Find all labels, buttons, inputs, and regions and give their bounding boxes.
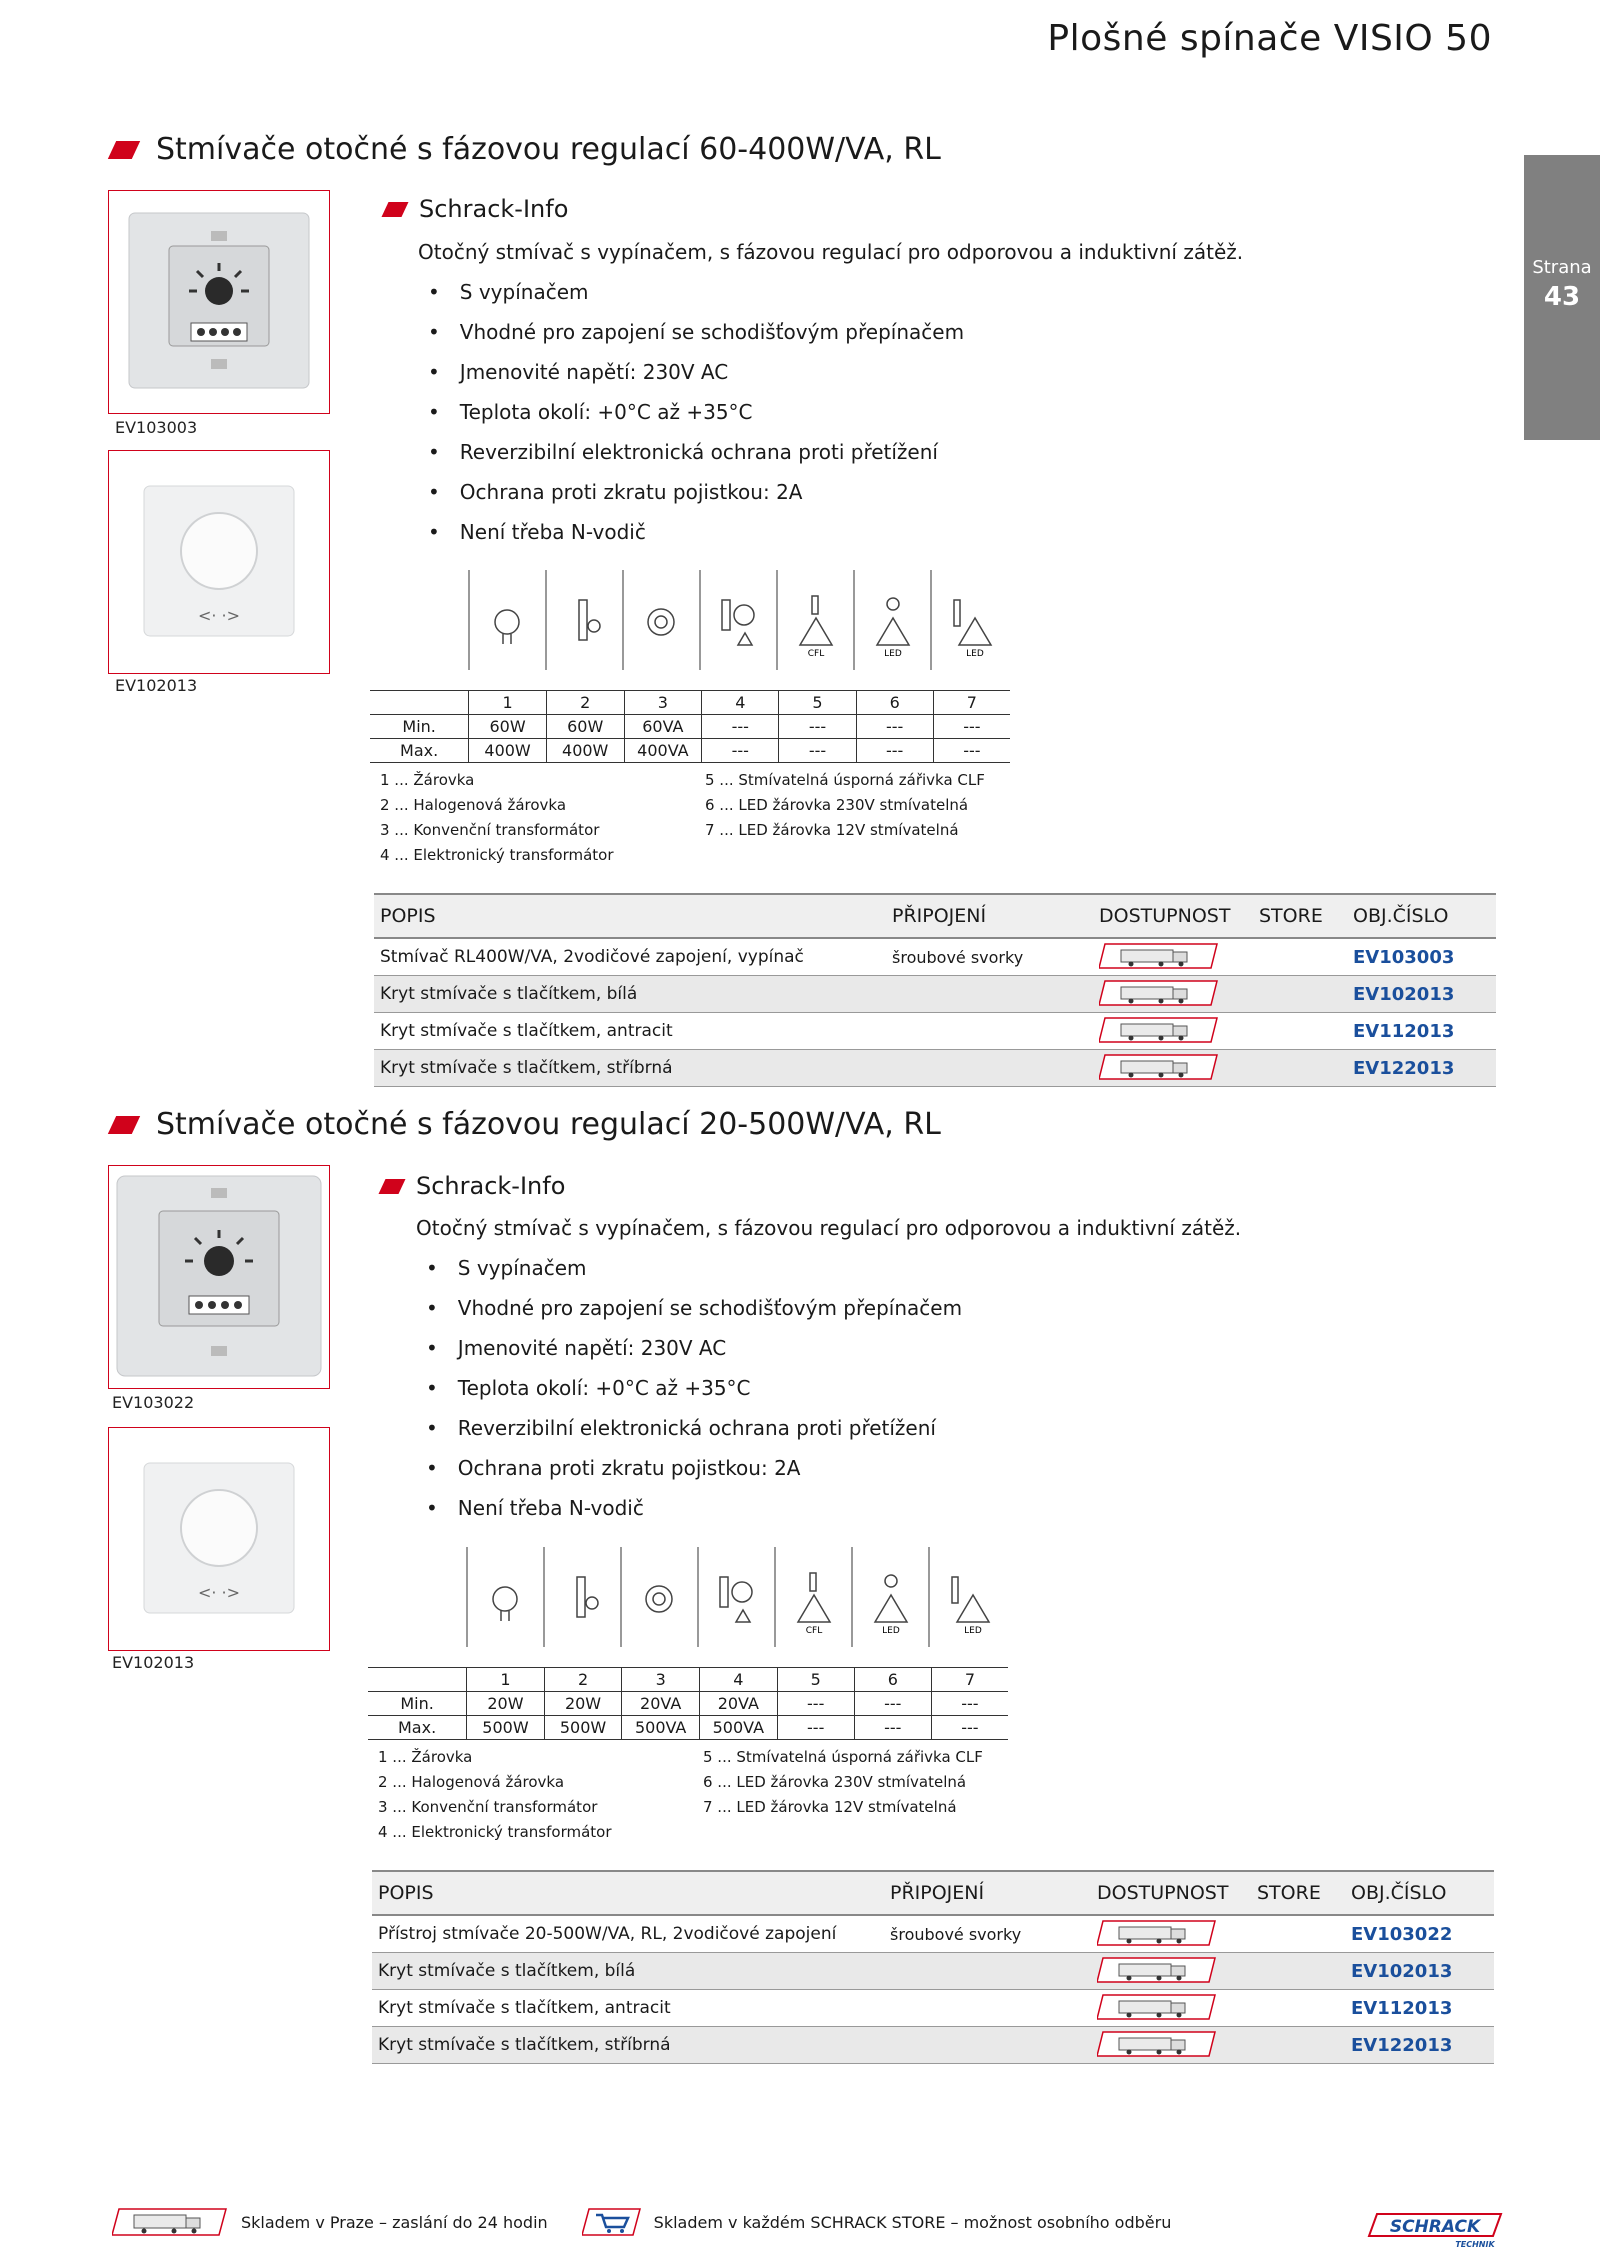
availability-truck-icon bbox=[1091, 2027, 1251, 2064]
spec-value: 400W bbox=[546, 739, 624, 763]
product-code: EV103003 bbox=[115, 418, 198, 437]
spec-value: 60W bbox=[546, 715, 624, 739]
availability-truck-icon bbox=[1093, 1050, 1253, 1087]
popis-cell: Stmívač RL400W/VA, 2vodičové zapojení, vypínač bbox=[374, 938, 886, 976]
order-code[interactable]: EV112013 bbox=[1345, 1990, 1494, 2027]
legend-item: 3 ... Konvenční transformátor bbox=[380, 821, 600, 839]
spec-number: 4 bbox=[699, 1668, 777, 1692]
order-code[interactable]: EV103003 bbox=[1347, 938, 1496, 976]
availability-truck-icon bbox=[1093, 938, 1253, 976]
legend-item: 5 ... Stmívatelná úsporná zářivka CLF bbox=[703, 1748, 983, 1766]
legend-item: 6 ... LED žárovka 230V stmívatelná bbox=[705, 796, 969, 814]
logo-brand: SCHRACK bbox=[1389, 2217, 1481, 2237]
load-type-icons bbox=[370, 570, 1020, 670]
popis-cell: Kryt stmívače s tlačítkem, antracit bbox=[372, 1990, 884, 2027]
page-tab bbox=[1524, 155, 1600, 440]
store-cell bbox=[1251, 1990, 1345, 2027]
table-row bbox=[374, 976, 1496, 1013]
dimmer-mechanism-image bbox=[109, 191, 329, 413]
legend-left bbox=[378, 1745, 612, 1845]
table-row bbox=[372, 1915, 1494, 1953]
cart-icon bbox=[582, 2205, 642, 2239]
store-cell bbox=[1253, 1013, 1347, 1050]
col-obj-cislo: OBJ.ČÍSLO bbox=[1345, 1871, 1494, 1915]
popis-cell: Kryt stmívače s tlačítkem, stříbrná bbox=[372, 2027, 884, 2064]
feature-list bbox=[418, 272, 964, 552]
spec-number: 6 bbox=[854, 1668, 931, 1692]
info-title-text: Schrack-Info bbox=[416, 1172, 566, 1200]
col-pripojeni: PŘIPOJENÍ bbox=[886, 894, 1093, 938]
legend-item: 6 ... LED žárovka 230V stmívatelná bbox=[703, 1773, 967, 1791]
feature-item: • Ochrana proti zkratu pojistkou: 2A bbox=[418, 472, 964, 512]
info-description: Otočný stmívač s vypínačem, s fázovou regulací pro odporovou a induktivní zátěž. bbox=[418, 240, 1244, 264]
pripojeni-cell: šroubové svorky bbox=[886, 938, 1093, 976]
legend-item: 7 ... LED žárovka 12V stmívatelná bbox=[703, 1798, 957, 1816]
spec-value: 400W bbox=[469, 739, 547, 763]
product-image-mechanism bbox=[108, 190, 330, 414]
section-title bbox=[112, 132, 941, 167]
legend-item: 4 ... Elektronický transformátor bbox=[380, 846, 614, 864]
product-image-cover bbox=[108, 450, 330, 674]
feature-item: • Teplota okolí: +0°C až +35°C bbox=[418, 392, 964, 432]
spec-value: --- bbox=[931, 1692, 1008, 1716]
store-cell bbox=[1253, 938, 1347, 976]
order-code[interactable]: EV112013 bbox=[1347, 1013, 1496, 1050]
spec-value: 20VA bbox=[699, 1692, 777, 1716]
legend-item: 7 ... LED žárovka 12V stmívatelná bbox=[705, 821, 959, 839]
spec-number: 5 bbox=[779, 691, 856, 715]
col-dostupnost: DOSTUPNOST bbox=[1093, 894, 1253, 938]
dimmer-mechanism-image bbox=[109, 1166, 329, 1388]
page-title: Plošné spínače VISIO 50 bbox=[1047, 18, 1492, 59]
legend-item: 4 ... Elektronický transformátor bbox=[378, 1823, 612, 1841]
feature-item: • Vhodné pro zapojení se schodišťovým přepínačem bbox=[416, 1288, 962, 1328]
pripojeni-cell bbox=[884, 2027, 1091, 2064]
spec-value: --- bbox=[854, 1716, 931, 1740]
table-row bbox=[374, 1013, 1496, 1050]
load-type-icons bbox=[368, 1547, 1018, 1647]
table-row bbox=[374, 1050, 1496, 1087]
cart-legend-text: Skladem v každém SCHRACK STORE – možnost osobního odběru bbox=[653, 2212, 1172, 2232]
order-code[interactable]: EV122013 bbox=[1345, 2027, 1494, 2064]
icon-label: CFL bbox=[807, 649, 825, 659]
pripojeni-cell: šroubové svorky bbox=[884, 1915, 1091, 1953]
order-code[interactable]: EV102013 bbox=[1345, 1953, 1494, 1990]
table-row bbox=[372, 1953, 1494, 1990]
col-popis: POPIS bbox=[374, 894, 886, 938]
page-tab-label: Strana bbox=[1532, 257, 1592, 278]
order-table bbox=[372, 1870, 1494, 2064]
product-code: EV103022 bbox=[112, 1393, 195, 1412]
spec-value: 500W bbox=[544, 1716, 622, 1740]
spec-value: 60VA bbox=[624, 715, 702, 739]
feature-item: • Není třeba N-vodič bbox=[416, 1488, 962, 1528]
spec-row-label: Min. bbox=[400, 1694, 434, 1713]
table-row bbox=[372, 1990, 1494, 2027]
store-cell bbox=[1251, 2027, 1345, 2064]
spec-value: --- bbox=[933, 739, 1010, 763]
popis-cell: Kryt stmívače s tlačítkem, bílá bbox=[374, 976, 886, 1013]
spec-number: 1 bbox=[469, 691, 547, 715]
popis-cell: Kryt stmívače s tlačítkem, stříbrná bbox=[374, 1050, 886, 1087]
pripojeni-cell bbox=[886, 976, 1093, 1013]
order-code[interactable]: EV103022 bbox=[1345, 1915, 1494, 1953]
icon-label: LED bbox=[884, 649, 902, 659]
truck-icon bbox=[112, 2205, 227, 2239]
store-cell bbox=[1251, 1953, 1345, 1990]
spec-value: --- bbox=[779, 715, 856, 739]
availability-truck-icon bbox=[1091, 1953, 1251, 1990]
section-marker-icon bbox=[108, 1116, 140, 1134]
spec-value: --- bbox=[777, 1716, 854, 1740]
pripojeni-cell bbox=[886, 1050, 1093, 1087]
legend-item: 2 ... Halogenová žárovka bbox=[378, 1773, 565, 1791]
spec-value: --- bbox=[777, 1692, 854, 1716]
spec-number: 6 bbox=[856, 691, 933, 715]
legend-item: 1 ... Žárovka bbox=[380, 771, 475, 789]
col-popis: POPIS bbox=[372, 1871, 884, 1915]
svg-text:<· ·>: <· ·> bbox=[197, 606, 241, 625]
info-title bbox=[382, 1172, 565, 1200]
spec-value: 500VA bbox=[699, 1716, 777, 1740]
icon-label: CFL bbox=[805, 1626, 823, 1636]
col-store: STORE bbox=[1253, 894, 1347, 938]
logo-sub: TECHNIK bbox=[1455, 2240, 1495, 2249]
spec-number: 7 bbox=[933, 691, 1010, 715]
info-title bbox=[385, 195, 568, 223]
order-code[interactable]: EV122013 bbox=[1347, 1050, 1496, 1087]
popis-cell: Kryt stmívače s tlačítkem, antracit bbox=[374, 1013, 886, 1050]
spec-value: 20W bbox=[467, 1692, 545, 1716]
spec-number: 3 bbox=[622, 1668, 700, 1692]
info-marker-icon bbox=[382, 202, 409, 217]
legend-right bbox=[705, 768, 985, 843]
feature-item: • Reverzibilní elektronická ochrana proti přetížení bbox=[418, 432, 964, 472]
spec-value: --- bbox=[856, 739, 933, 763]
feature-item: • Reverzibilní elektronická ochrana proti přetížení bbox=[416, 1408, 962, 1448]
spec-number: 3 bbox=[624, 691, 702, 715]
availability-truck-icon bbox=[1093, 1013, 1253, 1050]
spec-number: 1 bbox=[467, 1668, 545, 1692]
spec-row-label: Max. bbox=[398, 1718, 437, 1737]
schrack-logo bbox=[1365, 2210, 1505, 2250]
store-cell bbox=[1251, 1915, 1345, 1953]
availability-truck-icon bbox=[1091, 1915, 1251, 1953]
product-code: EV102013 bbox=[115, 676, 198, 695]
feature-item: • Teplota okolí: +0°C až +35°C bbox=[416, 1368, 962, 1408]
spec-value: 500VA bbox=[622, 1716, 700, 1740]
popis-cell: Přístroj stmívače 20-500W/VA, RL, 2vodičové zapojení bbox=[372, 1915, 884, 1953]
section-title bbox=[112, 1107, 941, 1142]
availability-truck-icon bbox=[1091, 1990, 1251, 2027]
spec-number: 4 bbox=[702, 691, 779, 715]
load-spec-table bbox=[370, 690, 1010, 763]
spec-value: --- bbox=[933, 715, 1010, 739]
feature-item: • Není třeba N-vodič bbox=[418, 512, 964, 552]
svg-text:<· ·>: <· ·> bbox=[197, 1583, 241, 1602]
pripojeni-cell bbox=[884, 1990, 1091, 2027]
icon-label: LED bbox=[964, 1626, 982, 1636]
section-title-text: Stmívače otočné s fázovou regulací 20-500W/VA, RL bbox=[156, 1107, 941, 1142]
dimmer-cover-image bbox=[109, 1428, 329, 1650]
legend-left bbox=[380, 768, 614, 868]
spec-number: 5 bbox=[777, 1668, 854, 1692]
spec-value: 20VA bbox=[622, 1692, 700, 1716]
info-title-text: Schrack-Info bbox=[419, 195, 569, 223]
spec-value: 60W bbox=[469, 715, 547, 739]
table-row bbox=[372, 2027, 1494, 2064]
store-cell bbox=[1253, 976, 1347, 1013]
feature-item: • S vypínačem bbox=[418, 272, 964, 312]
legend-item: 5 ... Stmívatelná úsporná zářivka CLF bbox=[705, 771, 985, 789]
store-cell bbox=[1253, 1050, 1347, 1087]
spec-value: 500W bbox=[467, 1716, 545, 1740]
product-image-cover bbox=[108, 1427, 330, 1651]
spec-value: --- bbox=[779, 739, 856, 763]
icon-label: LED bbox=[966, 649, 984, 659]
section-marker-icon bbox=[108, 141, 140, 159]
spec-row-label: Min. bbox=[402, 717, 436, 736]
section-title-text: Stmívače otočné s fázovou regulací 60-400W/VA, RL bbox=[156, 132, 941, 167]
legend-right bbox=[703, 1745, 983, 1820]
dimmer-cover-image bbox=[109, 451, 329, 673]
legend-item: 3 ... Konvenční transformátor bbox=[378, 1798, 598, 1816]
pripojeni-cell bbox=[886, 1013, 1093, 1050]
legend-item: 1 ... Žárovka bbox=[378, 1748, 473, 1766]
spec-number: 2 bbox=[544, 1668, 622, 1692]
col-store: STORE bbox=[1251, 1871, 1345, 1915]
feature-list bbox=[416, 1248, 962, 1528]
availability-truck-icon bbox=[1093, 976, 1253, 1013]
order-code[interactable]: EV102013 bbox=[1347, 976, 1496, 1013]
feature-item: • Jmenovité napětí: 230V AC bbox=[416, 1328, 962, 1368]
spec-value: --- bbox=[702, 715, 779, 739]
spec-value: --- bbox=[856, 715, 933, 739]
footer-legend bbox=[112, 2205, 1171, 2239]
spec-number: 2 bbox=[546, 691, 624, 715]
feature-item: • Ochrana proti zkratu pojistkou: 2A bbox=[416, 1448, 962, 1488]
spec-value: 400VA bbox=[624, 739, 702, 763]
popis-cell: Kryt stmívače s tlačítkem, bílá bbox=[372, 1953, 884, 1990]
load-spec-table bbox=[368, 1667, 1008, 1740]
order-table bbox=[374, 893, 1496, 1087]
col-dostupnost: DOSTUPNOST bbox=[1091, 1871, 1251, 1915]
icon-label: LED bbox=[882, 1626, 900, 1636]
feature-item: • S vypínačem bbox=[416, 1248, 962, 1288]
spec-value: --- bbox=[854, 1692, 931, 1716]
feature-item: • Jmenovité napětí: 230V AC bbox=[418, 352, 964, 392]
legend-item: 2 ... Halogenová žárovka bbox=[380, 796, 567, 814]
page-number: 43 bbox=[1543, 282, 1581, 312]
truck-legend-text: Skladem v Praze – zaslání do 24 hodin bbox=[241, 2212, 548, 2232]
info-marker-icon bbox=[379, 1179, 406, 1194]
col-pripojeni: PŘIPOJENÍ bbox=[884, 1871, 1091, 1915]
feature-item: • Vhodné pro zapojení se schodišťovým přepínačem bbox=[418, 312, 964, 352]
table-row bbox=[374, 938, 1496, 976]
spec-value: 20W bbox=[544, 1692, 622, 1716]
product-code: EV102013 bbox=[112, 1653, 195, 1672]
spec-value: --- bbox=[702, 739, 779, 763]
product-image-mechanism bbox=[108, 1165, 330, 1389]
spec-value: --- bbox=[931, 1716, 1008, 1740]
spec-number: 7 bbox=[931, 1668, 1008, 1692]
info-description: Otočný stmívač s vypínačem, s fázovou regulací pro odporovou a induktivní zátěž. bbox=[416, 1216, 1242, 1240]
pripojeni-cell bbox=[884, 1953, 1091, 1990]
col-obj-cislo: OBJ.ČÍSLO bbox=[1347, 894, 1496, 938]
spec-row-label: Max. bbox=[400, 741, 439, 760]
